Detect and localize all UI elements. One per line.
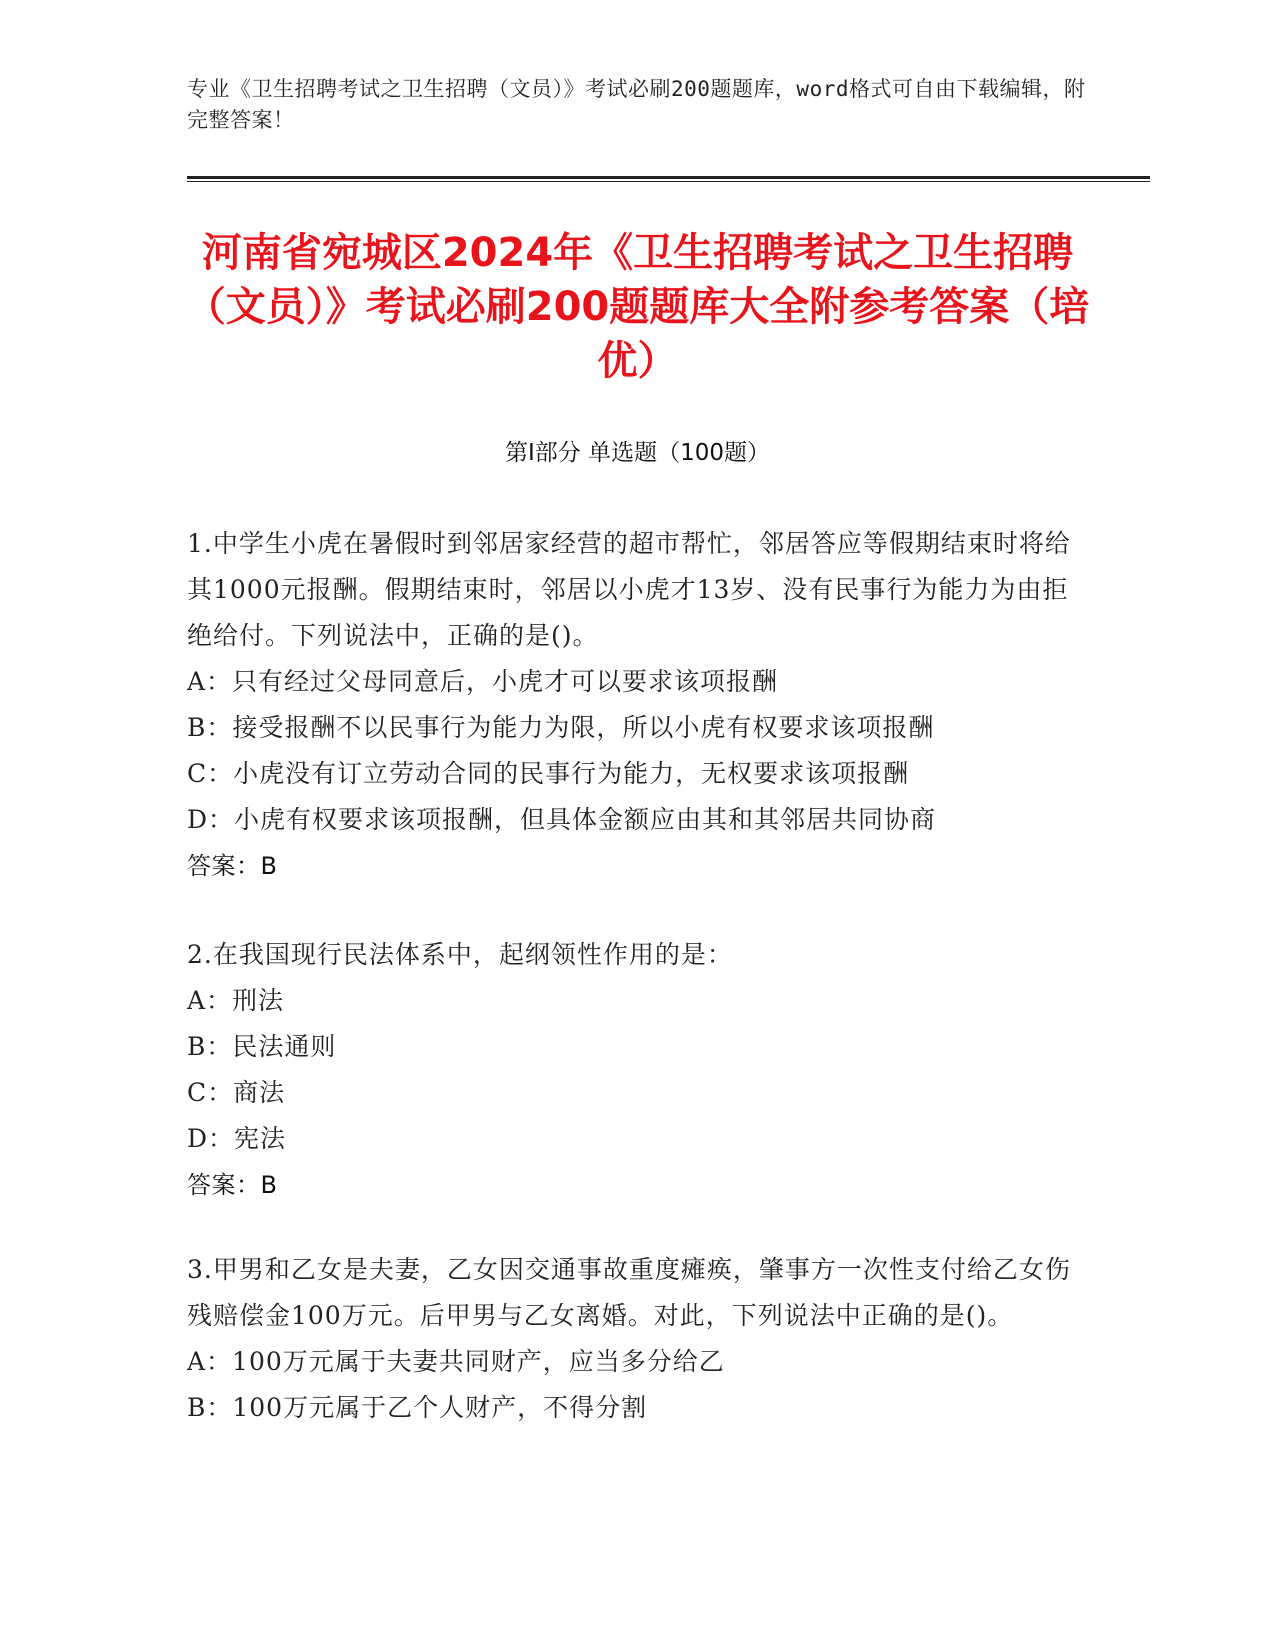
question-2	[187, 932, 1087, 1208]
header-note: 专业《卫生招聘考试之卫生招聘（文员）》考试必刷200题题库，word格式可自由下载编辑，附完整答案！	[187, 77, 1086, 132]
option-d: D：宪法	[187, 1124, 287, 1153]
question-stem: 3.甲男和乙女是夫妻，乙女因交通事故重度瘫痪，肇事方一次性支付给乙女伤残赔偿金100万元。后甲男与乙女离婚。对此，下列说法中正确的是()。	[187, 1255, 1071, 1330]
section-heading: 第I部分 单选题（100题）	[505, 440, 770, 466]
option-c: C：小虎没有订立劳动合同的民事行为能力，无权要求该项报酬	[187, 759, 910, 788]
option-d: D：小虎有权要求该项报酬，但具体金额应由其和其邻居共同协商	[187, 805, 937, 834]
document-title: 河南省宛城区2024年《卫生招聘考试之卫生招聘（文员）》考试必刷200题题库大全附参考答案（培优）	[185, 230, 1090, 384]
option-b: B：民法通则	[187, 1032, 337, 1061]
question-stem: 1.中学生小虎在暑假时到邻居家经营的超市帮忙，邻居答应等假期结束时将给其1000元报酬。假期结束时，邻居以小虎才13岁、没有民事行为能力为由拒绝给付。下列说法中，正确的是()。	[187, 529, 1071, 650]
answer: 答案：B	[187, 852, 278, 880]
option-a: A：刑法	[187, 986, 285, 1015]
option-b: B：100万元属于乙个人财产，不得分割	[187, 1393, 648, 1422]
question-stem: 2.在我国现行民法体系中，起纲领性作用的是：	[187, 940, 733, 969]
option-a: A：100万元属于夫妻共同财产，应当多分给乙	[187, 1347, 725, 1376]
option-c: C：商法	[187, 1078, 286, 1107]
option-b: B：接受报酬不以民事行为能力为限，所以小虎有权要求该项报酬	[187, 713, 935, 742]
question-3	[187, 1247, 1087, 1431]
option-a: A：只有经过父母同意后，小虎才可以要求该项报酬	[187, 667, 779, 696]
question-1	[187, 521, 1087, 889]
answer: 答案：B	[187, 1171, 278, 1199]
header-divider-thin	[187, 181, 1150, 182]
header-divider-thick	[187, 176, 1150, 179]
